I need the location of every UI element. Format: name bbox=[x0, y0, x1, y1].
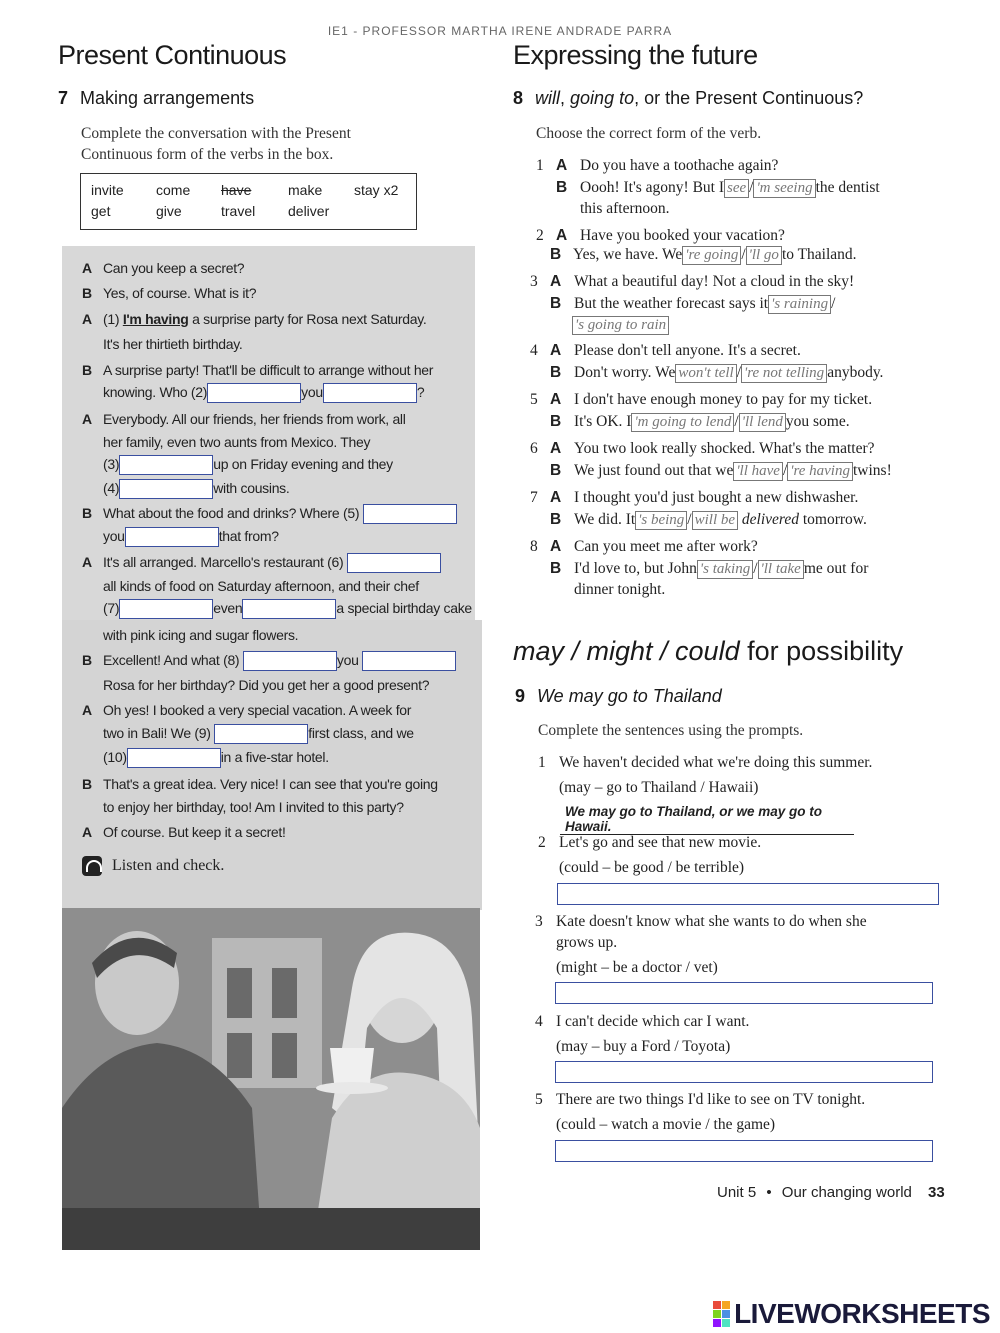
sentence: We haven't decided what we're doing this summer. bbox=[559, 754, 873, 771]
text: anybody. bbox=[827, 364, 884, 381]
example-answer: I'm having bbox=[122, 311, 189, 327]
answer-blank-8b[interactable] bbox=[362, 651, 456, 671]
verb-word-box bbox=[80, 173, 417, 230]
speaker: B bbox=[550, 462, 562, 479]
prompt: (may – buy a Ford / Toyota) bbox=[556, 1038, 731, 1055]
exercise-title-text: Making arrangements bbox=[80, 88, 255, 108]
speaker: B bbox=[550, 413, 562, 430]
option-see[interactable]: see bbox=[724, 179, 749, 198]
text: the dentist bbox=[815, 179, 880, 196]
exercise-9-instruction: Complete the sentences using the prompts. bbox=[538, 722, 804, 739]
speaker: B bbox=[556, 179, 568, 196]
exercise-7-instruction bbox=[81, 123, 351, 165]
word: get bbox=[91, 203, 111, 219]
speaker: B bbox=[550, 295, 562, 312]
dialogue-line: Yes, of course. What is it? bbox=[103, 285, 257, 301]
answer-blank-10[interactable] bbox=[127, 748, 221, 768]
text: Oooh! It's agony! But I bbox=[580, 179, 724, 196]
word: come bbox=[156, 182, 191, 198]
unit-label: Unit 5 bbox=[717, 1184, 757, 1201]
title-part: may / might / could bbox=[513, 636, 740, 666]
speaker: A bbox=[82, 554, 92, 570]
title-part: going to bbox=[570, 88, 635, 108]
dialogue-text: with cousins. bbox=[213, 480, 290, 496]
text: But the weather forecast says it bbox=[574, 295, 769, 312]
speaker: A bbox=[82, 824, 92, 840]
dialogue-text: up on Friday evening and they bbox=[213, 456, 393, 472]
item-number: 1 bbox=[538, 754, 546, 771]
item-number: 2 bbox=[538, 834, 546, 851]
option[interactable]: 's being bbox=[635, 511, 687, 530]
listen-and-check bbox=[82, 856, 224, 876]
line-a: You two look really shocked. What's the matter? bbox=[574, 440, 875, 457]
title-part: , or the Present Continuous? bbox=[634, 88, 864, 108]
section-title-present-continuous: Present Continuous bbox=[58, 40, 287, 70]
word: give bbox=[156, 203, 182, 219]
dialogue-line: her family, even two aunts from Mexico. They bbox=[103, 434, 371, 450]
option[interactable]: won't tell bbox=[675, 364, 736, 383]
text: to Thailand. bbox=[781, 246, 857, 263]
dialogue-line bbox=[103, 651, 456, 671]
brand-text: LIVEWORKSHEETS bbox=[734, 1298, 990, 1329]
unit-title: Our changing world bbox=[781, 1184, 912, 1201]
answer-field-9-5[interactable] bbox=[555, 1140, 933, 1162]
line-b bbox=[574, 293, 835, 314]
prompt: (could – be good / be terrible) bbox=[559, 859, 745, 876]
exercise-number: 8 bbox=[513, 88, 524, 108]
line-b-cont: dinner tonight. bbox=[574, 581, 666, 598]
word: stay x2 bbox=[354, 182, 399, 198]
answer-blank-6[interactable] bbox=[347, 553, 441, 573]
prompt: (could – watch a movie / the game) bbox=[556, 1116, 776, 1133]
item-number: (7) bbox=[103, 600, 120, 616]
option[interactable]: 're having bbox=[787, 462, 853, 481]
item-number: 3 bbox=[535, 913, 543, 930]
speaker: B bbox=[82, 285, 92, 301]
dialogue-line bbox=[103, 310, 427, 328]
option[interactable]: 's taking bbox=[697, 560, 753, 579]
line-b: We just found out that we 'll have / 're having twins! bbox=[574, 462, 892, 479]
speaker: A bbox=[82, 260, 92, 276]
answer-blank-2a[interactable] bbox=[207, 383, 301, 403]
item-number: (4) bbox=[103, 480, 120, 496]
option[interactable]: 'll take bbox=[758, 560, 804, 579]
exercise-number: 9 bbox=[515, 686, 526, 706]
text: It's OK. I bbox=[574, 413, 632, 430]
exercise-8-title bbox=[513, 88, 863, 109]
line-b: We did. It 's being / will be delivered tomorrow. bbox=[574, 511, 867, 528]
dialogue-text: Excellent! And what (8) bbox=[103, 652, 240, 668]
dialogue-text: that from? bbox=[218, 528, 279, 544]
dialogue-text: What about the food and drinks? Where (5) bbox=[103, 505, 360, 521]
title-part: , bbox=[560, 88, 571, 108]
dialogue-line: Rosa for her birthday? Did you get her a good present? bbox=[103, 677, 430, 693]
dialogue-line: Oh yes! I booked a very special vacation. A week for bbox=[103, 702, 412, 718]
speaker: A bbox=[556, 157, 568, 174]
page-number: 33 bbox=[928, 1184, 945, 1201]
speaker: A bbox=[550, 538, 562, 555]
prompt: (may – go to Thailand / Hawaii) bbox=[559, 779, 759, 796]
line-a: Have you booked your vacation? bbox=[580, 227, 785, 244]
item-number: 5 bbox=[530, 391, 538, 408]
speaker: B bbox=[82, 362, 92, 378]
word-used: have bbox=[221, 182, 252, 198]
item-number: (3) bbox=[103, 456, 120, 472]
title-part: will bbox=[535, 88, 561, 108]
instruction-line: Continuous form of the verbs in the box. bbox=[81, 146, 334, 163]
dialogue-line: with pink icing and sugar flowers. bbox=[103, 627, 299, 643]
item-number: 8 bbox=[530, 538, 538, 555]
dialogue-line: Everybody. All our friends, her friends from work, all bbox=[103, 411, 406, 427]
dialogue-line: That's a great idea. Very nice! I can see that you're going bbox=[103, 776, 438, 792]
listen-label: Listen and check. bbox=[112, 857, 225, 874]
dialogue-line bbox=[103, 527, 279, 547]
dialogue-line bbox=[103, 724, 414, 744]
page-footer bbox=[717, 1184, 945, 1201]
item-number: 2 bbox=[536, 227, 544, 244]
section-title-expressing-future: Expressing the future bbox=[513, 40, 758, 70]
item-number: (10) bbox=[103, 749, 127, 765]
option[interactable]: 'll have bbox=[733, 462, 783, 481]
answer-field-9-2[interactable] bbox=[557, 883, 939, 905]
item-number: 5 bbox=[535, 1091, 543, 1108]
dialogue-line: Can you keep a secret? bbox=[103, 260, 245, 276]
answer-blank-3[interactable] bbox=[119, 455, 213, 475]
text: tomorrow. bbox=[802, 511, 867, 528]
sentence: There are two things I'd like to see on TV tonight. bbox=[556, 1091, 866, 1108]
option[interactable]: 's going to rain bbox=[572, 316, 669, 335]
dialogue-text: even bbox=[213, 600, 243, 616]
speaker: B bbox=[82, 505, 92, 521]
text: / bbox=[831, 295, 836, 312]
dialogue-text: you bbox=[103, 528, 125, 544]
line-b-cont: this afternoon. bbox=[580, 200, 670, 217]
line-b: Oooh! It's agony! But I see / 'm seeing the dentist bbox=[580, 179, 880, 196]
answer-blank-5a[interactable] bbox=[363, 504, 457, 524]
dialogue-line bbox=[103, 599, 472, 619]
item-number: 6 bbox=[530, 440, 538, 457]
speaker: A bbox=[82, 411, 92, 427]
dialogue-line: It's her thirtieth birthday. bbox=[103, 336, 243, 352]
instruction-line: Complete the conversation with the Present bbox=[81, 125, 351, 142]
line-b: Yes, we have. We 're going / 'll go to Thailand. bbox=[573, 246, 857, 263]
answer-field-9-4[interactable] bbox=[555, 1061, 933, 1083]
exercise-number: 7 bbox=[58, 88, 69, 108]
item-number: 1 bbox=[536, 157, 544, 174]
speaker: B bbox=[550, 560, 562, 577]
option[interactable]: 'm going to lend bbox=[631, 413, 734, 432]
answer-blank-7a[interactable] bbox=[119, 599, 213, 619]
dialogue-text: you bbox=[301, 384, 323, 400]
speaker: A bbox=[556, 227, 568, 244]
text: I'd love to, but John bbox=[574, 560, 697, 577]
speaker: B bbox=[550, 511, 562, 528]
bullet: • bbox=[766, 1184, 772, 1201]
page-header: IE1 - PROFESSOR MARTHA IRENE ANDRADE PARRA bbox=[327, 24, 673, 38]
answer-blank-8a[interactable] bbox=[243, 651, 337, 671]
dialogue-line bbox=[103, 504, 457, 524]
speaker: B bbox=[550, 246, 562, 263]
speaker: A bbox=[550, 273, 562, 290]
exercise-title-text: We may go to Thailand bbox=[537, 686, 722, 706]
text: We just found out that we bbox=[574, 462, 734, 479]
example-answer: We may go to Thailand, or we may go to Hawaii. bbox=[560, 804, 854, 835]
dialogue-line bbox=[103, 748, 329, 768]
option-m-seeing[interactable]: 'm seeing bbox=[753, 179, 815, 198]
couple-photo-illustration bbox=[62, 908, 480, 1250]
text: Don't worry. We bbox=[574, 364, 676, 381]
sentence-cont: grows up. bbox=[556, 934, 618, 951]
sentence: I can't decide which car I want. bbox=[556, 1013, 750, 1030]
item-number: 4 bbox=[535, 1013, 543, 1030]
line-a: Do you have a toothache again? bbox=[580, 157, 779, 174]
speaker: A bbox=[82, 311, 92, 327]
text: you some. bbox=[785, 413, 850, 430]
speaker: B bbox=[82, 776, 92, 792]
dialogue-line: to enjoy her birthday, too! Am I invited to this party? bbox=[103, 799, 404, 815]
answer-field-9-3[interactable] bbox=[555, 982, 933, 1004]
text: We did. It bbox=[574, 511, 636, 528]
line-a: Can you meet me after work? bbox=[574, 538, 758, 555]
dialogue-text: ? bbox=[416, 384, 425, 400]
speaker: A bbox=[550, 489, 562, 506]
word: deliver bbox=[288, 203, 330, 219]
option[interactable]: 'll lend bbox=[739, 413, 786, 432]
dialogue-text: you bbox=[336, 652, 359, 668]
dialogue-line: A surprise party! That'll be difficult to arrange without her bbox=[103, 362, 434, 378]
option[interactable]: 're not telling bbox=[741, 364, 827, 383]
item-number: 4 bbox=[530, 342, 538, 359]
item-number: 7 bbox=[530, 489, 538, 506]
couple-photo bbox=[62, 908, 480, 1250]
dialogue-text: first class, and we bbox=[308, 725, 414, 741]
option[interactable]: 're going bbox=[682, 246, 741, 265]
answer-blank-9[interactable] bbox=[214, 724, 308, 744]
line-a: Please don't tell anyone. It's a secret. bbox=[574, 342, 801, 359]
text: twins! bbox=[852, 462, 892, 479]
answer-blank-2b[interactable] bbox=[323, 383, 417, 403]
option[interactable]: will be bbox=[692, 511, 738, 530]
speaker: A bbox=[550, 391, 562, 408]
sentence: Let's go and see that new movie. bbox=[559, 834, 762, 851]
dialogue-line bbox=[103, 553, 441, 573]
answer-blank-7b[interactable] bbox=[242, 599, 336, 619]
option[interactable]: 'll go bbox=[746, 246, 782, 265]
section-title-may-might-could bbox=[513, 636, 903, 667]
title-part: for possibility bbox=[747, 636, 904, 666]
dialogue-text: two in Bali! We (9) bbox=[103, 725, 211, 741]
text: delivered bbox=[741, 511, 799, 528]
line-a: I don't have enough money to pay for my ticket. bbox=[574, 391, 873, 408]
exercise-8-instruction: Choose the correct form of the verb. bbox=[536, 125, 762, 142]
item-number: (1) bbox=[103, 311, 120, 327]
answer-blank-4[interactable] bbox=[119, 479, 213, 499]
speaker: A bbox=[550, 440, 562, 457]
exercise-7-title bbox=[58, 88, 254, 109]
speaker: A bbox=[550, 342, 562, 359]
word: make bbox=[288, 182, 323, 198]
exercise-9-title bbox=[515, 686, 722, 707]
liveworksheets-logo bbox=[713, 1298, 990, 1330]
dialogue-line bbox=[103, 455, 393, 475]
line-b: Don't worry. We won't tell / 're not telling anybody. bbox=[574, 364, 884, 381]
dialogue-line bbox=[103, 383, 424, 403]
prompt: (might – be a doctor / vet) bbox=[556, 959, 718, 976]
word: invite bbox=[91, 182, 124, 198]
dialogue-line: all kinds of food on Saturday afternoon, and their chef bbox=[103, 578, 419, 594]
text: Yes, we have. We bbox=[573, 246, 683, 263]
dialogue-text: It's all arranged. Marcello's restaurant (6) bbox=[103, 554, 344, 570]
line-a: What a beautiful day! Not a cloud in the sky! bbox=[574, 273, 855, 290]
speaker: A bbox=[82, 702, 92, 718]
line-a: I thought you'd just bought a new dishwasher. bbox=[574, 489, 859, 506]
sentence: Kate doesn't know what she wants to do when she bbox=[556, 913, 867, 930]
speaker: B bbox=[82, 652, 92, 668]
dialogue-text: a special birthday cake bbox=[336, 600, 472, 616]
dialogue-text: knowing. Who (2) bbox=[103, 384, 208, 400]
dialogue-line: Of course. But keep it a secret! bbox=[103, 824, 286, 840]
line-b: I'd love to, but John 's taking / 'll take me out for bbox=[574, 560, 869, 577]
word: travel bbox=[221, 203, 256, 219]
line-b: It's OK. I 'm going to lend / 'll lend you some. bbox=[574, 413, 850, 430]
text: me out for bbox=[803, 560, 869, 577]
answer-blank-5b[interactable] bbox=[125, 527, 219, 547]
dialogue-line bbox=[103, 479, 289, 499]
liveworksheets-logo-icon bbox=[713, 1301, 730, 1327]
item-number: 3 bbox=[530, 273, 538, 290]
speaker: B bbox=[550, 364, 562, 381]
headphones-icon bbox=[82, 856, 102, 876]
option[interactable]: 's raining bbox=[768, 295, 831, 314]
dialogue-text: in a five-star hotel. bbox=[220, 749, 329, 765]
dialogue-text: a surprise party for Rosa next Saturday. bbox=[192, 311, 427, 327]
